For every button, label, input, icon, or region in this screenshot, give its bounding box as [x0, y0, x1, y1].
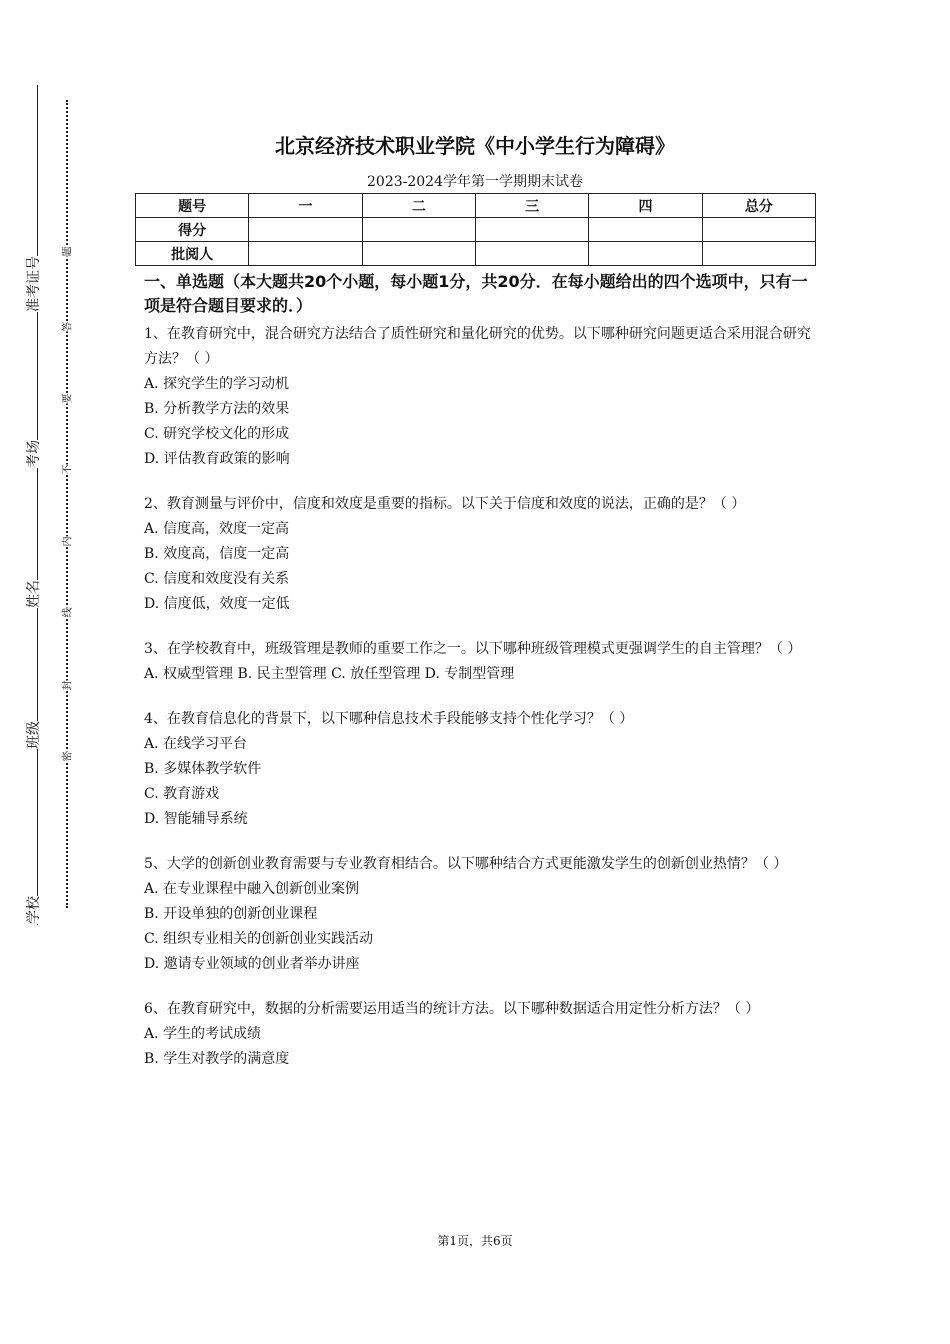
- field-exam-id-label: 准考证号: [21, 256, 45, 312]
- question-text: 3、在学校教育中，班级管理是教师的重要工作之一。以下哪种班级管理模式更强调学生的自主管理？（ ）: [144, 641, 802, 657]
- exam-title: 北京经济技术职业学院《中小学生行为障碍》: [275, 134, 675, 158]
- option[interactable]: D. 评估教育政策的影响: [144, 451, 290, 467]
- score-cell[interactable]: [249, 242, 362, 266]
- section-title: 一、单选题（本大题共20个小题，每小题1分，共20分．在每小题给出的四个选项中，只有一项是符合题目要求的．）: [144, 272, 808, 315]
- field-name-label: 姓名: [21, 580, 45, 608]
- score-cell[interactable]: [475, 218, 588, 242]
- seal-char: 线: [58, 608, 75, 618]
- question-text: 2、教育测量与评价中，信度和效度是重要的指标。以下关于信度和效度的说法，正确的是？（ ）: [144, 496, 746, 512]
- margin-dotted-line: [66, 100, 68, 908]
- score-cell[interactable]: [362, 242, 475, 266]
- question-text: 5、大学的创新创业教育需要与专业教育相结合。以下哪种结合方式更能激发学生的创新创业热情？（ ）: [144, 856, 788, 872]
- field-exam-room-label: 考场: [21, 440, 45, 468]
- question: [144, 852, 820, 977]
- question: [144, 997, 820, 1072]
- score-table-row: [136, 218, 816, 242]
- score-header-cell: 二: [362, 194, 475, 218]
- score-cell[interactable]: [249, 218, 362, 242]
- seal-char: 题: [58, 247, 75, 257]
- question: [144, 637, 820, 687]
- score-cell[interactable]: [362, 218, 475, 242]
- score-cell[interactable]: [702, 218, 815, 242]
- seal-char: 密: [58, 752, 75, 762]
- option[interactable]: D. 智能辅导系统: [144, 811, 248, 827]
- option[interactable]: A. 探究学生的学习动机: [144, 376, 290, 392]
- score-table-row: [136, 242, 816, 266]
- option[interactable]: D. 信度低，效度一定低: [144, 596, 290, 612]
- option[interactable]: C. 研究学校文化的形成: [144, 426, 290, 442]
- exam-content: [144, 268, 820, 1092]
- score-header-cell: 总分: [702, 194, 815, 218]
- score-header-cell: 一: [249, 194, 362, 218]
- seal-char: 内: [58, 537, 75, 547]
- option[interactable]: B. 效度高，信度一定高: [144, 546, 290, 562]
- option[interactable]: A. 信度高，效度一定高: [144, 521, 290, 537]
- option[interactable]: A. 学生的考试成绩: [144, 1026, 262, 1042]
- page-footer: 第1页，共6页: [437, 1234, 513, 1248]
- option[interactable]: C. 教育游戏: [144, 786, 220, 802]
- question: [144, 707, 820, 832]
- question-text: 6、在教育研究中，数据的分析需要运用适当的统计方法。以下哪种数据适合用定性分析方法？（ ）: [144, 1001, 760, 1017]
- option[interactable]: B. 开设单独的创新创业课程: [144, 906, 318, 922]
- option[interactable]: C. 组织专业相关的创新创业实践活动: [144, 931, 374, 947]
- score-header-cell: 三: [475, 194, 588, 218]
- question: [144, 322, 820, 472]
- options-inline[interactable]: A. 权威型管理 B. 民主型管理 C. 放任型管理 D. 专制型管理: [144, 666, 515, 682]
- seal-char: 要: [58, 394, 75, 404]
- margin-solid-line: [37, 85, 38, 925]
- option[interactable]: A. 在专业课程中融入创新创业案例: [144, 881, 360, 897]
- score-row-label: 得分: [136, 218, 249, 242]
- score-header-cell: 题号: [136, 194, 249, 218]
- option[interactable]: D. 邀请专业领域的创业者举办讲座: [144, 956, 360, 972]
- question: [144, 492, 820, 617]
- seal-char: 封: [58, 681, 75, 691]
- option[interactable]: B. 分析教学方法的效果: [144, 401, 290, 417]
- seal-char: 不: [58, 465, 75, 475]
- option[interactable]: A. 在线学习平台: [144, 736, 248, 752]
- seal-char: 答: [58, 322, 75, 332]
- option[interactable]: B. 学生对教学的满意度: [144, 1051, 290, 1067]
- field-school-label: 学校: [21, 896, 45, 924]
- exam-subtitle: 2023-2024学年第一学期期末试卷: [367, 174, 583, 190]
- score-table-header-row: [136, 194, 816, 218]
- question-text: 4、在教育信息化的背景下，以下哪种信息技术手段能够支持个性化学习？（ ）: [144, 711, 634, 727]
- option[interactable]: B. 多媒体教学软件: [144, 761, 262, 777]
- score-cell[interactable]: [589, 218, 702, 242]
- score-cell[interactable]: [589, 242, 702, 266]
- option[interactable]: C. 信度和效度没有关系: [144, 571, 290, 587]
- question-text: 1、在教育研究中，混合研究方法结合了质性研究和量化研究的优势。以下哪种研究问题更适合采用混合研究方法？（ ）: [144, 326, 811, 367]
- field-class-label: 班级: [21, 721, 45, 749]
- score-row-label: 批阅人: [136, 242, 249, 266]
- binding-margin: [0, 0, 120, 1344]
- score-header-cell: 四: [589, 194, 702, 218]
- score-cell[interactable]: [702, 242, 815, 266]
- score-cell[interactable]: [475, 242, 588, 266]
- score-table: [135, 193, 816, 266]
